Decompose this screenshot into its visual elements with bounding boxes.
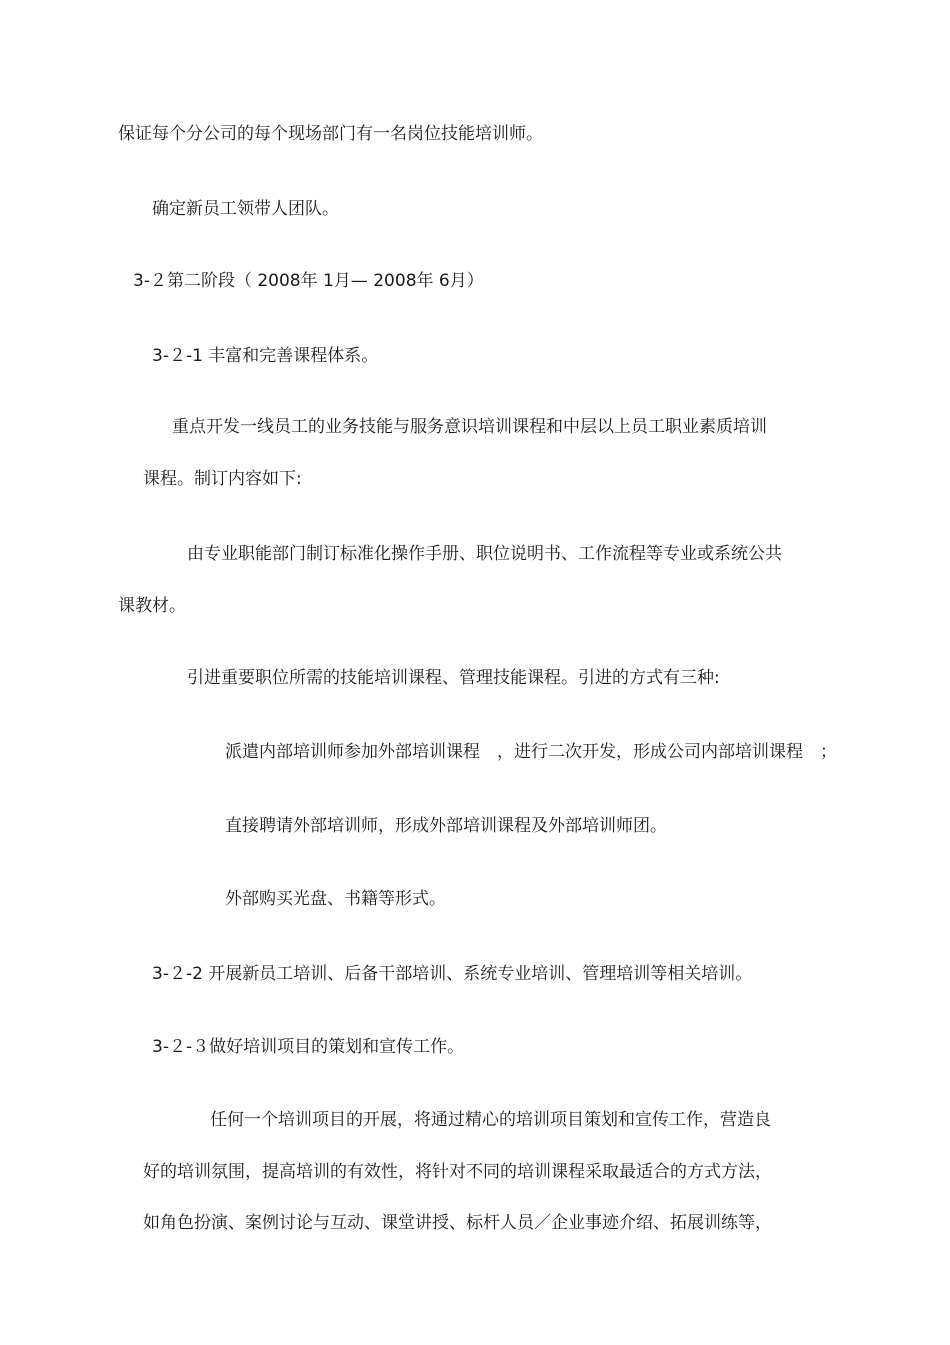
- paragraph-line: 任何一个培训项目的开展，将通过精心的培训项目策划和宣传工作，营造良: [210, 1110, 771, 1130]
- paragraph-line: 保证每个分公司的每个现场部门有一名岗位技能培训师。: [118, 124, 543, 144]
- list-item: 外部购买光盘、书籍等形式。: [225, 889, 446, 909]
- paragraph-line: 课教材。: [118, 596, 186, 616]
- subsection-heading: 3-２-３做好培训项目的策划和宣传工作。: [152, 1037, 465, 1057]
- paragraph-line: 好的培训氛围，提高培训的有效性，将针对不同的培训课程采取最适合的方式方法，: [143, 1162, 772, 1182]
- paragraph-line: 确定新员工领带人团队。: [152, 199, 339, 219]
- paragraph-line: 课程。制订内容如下:: [143, 469, 302, 489]
- list-item: 派遣内部培训师参加外部培训课程 ，进行二次开发，形成公司内部培训课程 ；: [225, 742, 837, 762]
- subsection-heading: 3-２-1 丰富和完善课程体系。: [152, 346, 379, 366]
- list-item: 直接聘请外部培训师，形成外部培训课程及外部培训师团。: [225, 816, 667, 836]
- subsection-heading: 3-２-2 开展新员工培训、后备干部培训、系统专业培训、管理培训等相关培训。: [152, 964, 753, 984]
- paragraph-line: 重点开发一线员工的业务技能与服务意识培训课程和中层以上员工职业素质培训: [172, 417, 767, 437]
- paragraph-line: 引进重要职位所需的技能培训课程、管理技能课程。引进的方式有三种:: [187, 668, 720, 688]
- section-heading: 3-２第二阶段（ 2008年 1月— 2008年 6月）: [133, 271, 484, 291]
- paragraph-line: 由专业职能部门制订标准化操作手册、职位说明书、工作流程等专业或系统公共: [187, 544, 782, 564]
- paragraph-line: 如角色扮演、案例讨论与互动、课堂讲授、标杆人员／企业事迹介绍、拓展训练等，: [143, 1213, 772, 1233]
